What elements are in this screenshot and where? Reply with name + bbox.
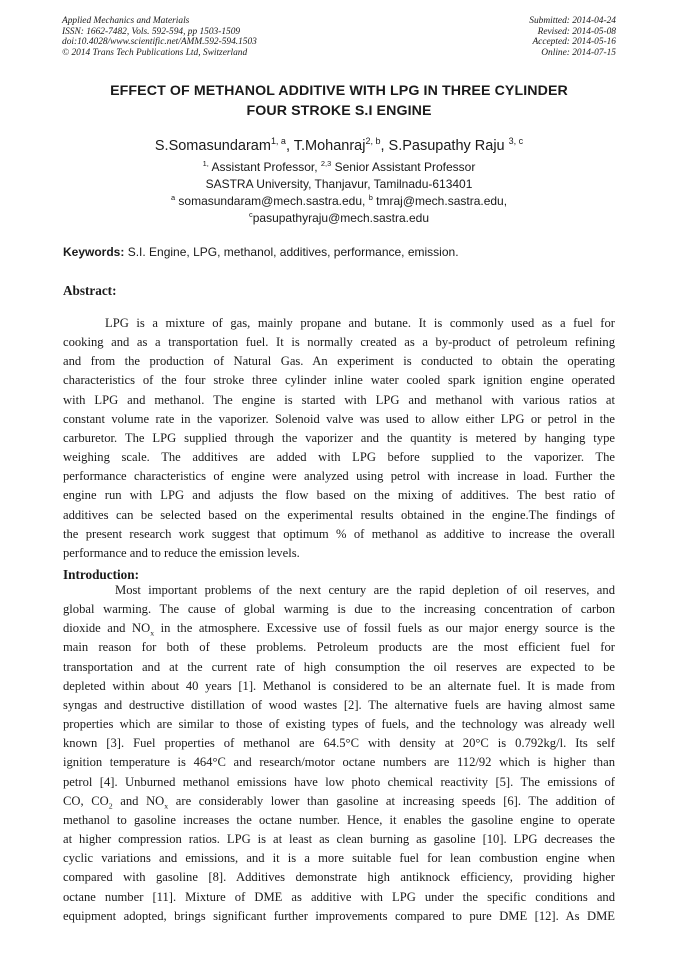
intro-line: transportation and at the current rate of high consumption the oil reserves are expected to be [63, 659, 615, 674]
author-1: S.Somasundaram [154, 138, 271, 154]
abstract-line: performance and to reduce the emission levels. [63, 545, 300, 560]
date-submitted: Submitted: 2014-04-24 [529, 16, 616, 26]
abstract-heading: Abstract: [63, 283, 117, 298]
author-2: T.Mohanraj [293, 138, 366, 154]
intro-line: equipment adopted, brings significant further improvements compared to pure DME [12]. As DME [63, 908, 615, 923]
abstract-line: engine run with LPG and adjusts the flow based on the mixing of additives. The best ratio of [63, 488, 615, 503]
abstract-line: constant volume rate in the vaporizer. Solenoid valve was used to allow either LPG or petrol in the [63, 411, 615, 426]
author-emails [0, 193, 678, 210]
intro-text: and NO [112, 793, 165, 808]
intro-line: at higher compression ratios. LPG is at least as clean burning as gasoline [10]. LPG decreases the [63, 832, 615, 847]
publication-dates [529, 16, 616, 59]
abstract-line: additives can be selected based on the experimental results obtained in the engine.The findings of [63, 507, 615, 522]
author-3-affil: 3, c [508, 136, 524, 147]
keywords-text: S.I. Engine, LPG, methanol, additives, performance, emission. [124, 245, 459, 259]
journal-issn: ISSN: 1662-7482, Vols. 592-594, pp 1503-1509 [62, 26, 241, 37]
intro-line [63, 792, 615, 811]
introduction-body [63, 581, 615, 926]
author-3: S.Pasupathy Raju [388, 138, 505, 154]
affiliation-roles [0, 159, 678, 176]
keywords-label: Keywords: [63, 245, 125, 259]
abstract-line: the present research work suggest that optimum % of methanol as additive to increase the overall [63, 526, 615, 541]
intro-line: Most important problems of the next century are the rapid depletion of oil reserves, and [115, 583, 615, 597]
affiliation-institution: SASTRA University, Thanjavur, Tamilnadu-613401 [205, 177, 473, 191]
subscript: x [150, 628, 155, 638]
intro-line: compared with gasoline [8]. Additives demonstrate high antiknock efficiency, providing higher [63, 870, 615, 885]
intro-line [63, 619, 615, 638]
email-c-sup: c [249, 210, 253, 219]
affiliations [0, 159, 678, 227]
subscript: 2 [108, 801, 113, 811]
author-separator: , [285, 138, 294, 154]
abstract-line: with LPG and methanol. The engine is started with LPG and methanol with various ratios at [63, 392, 615, 407]
intro-text: dioxide and NO [63, 621, 151, 636]
intro-line: petrol [4]. Unburned methanol emissions have low photo chemical reactivity [5]. The emissions of [63, 774, 615, 789]
intro-text: in the atmosphere. Excessive use of fossil fuels as our major energy source is the [154, 621, 615, 636]
journal-name: Applied Mechanics and Materials [62, 16, 190, 26]
journal-doi: doi:10.4028/www.scientific.net/AMM.592-594.1503 [62, 37, 257, 48]
email-c: pasupathyraju@mech.sastra.edu [252, 211, 429, 225]
email-a-sup: a [170, 193, 176, 202]
abstract-line: weighing scale. The additives are added with LPG before supplied to the vaporizer. The [63, 450, 615, 465]
date-revised: Revised: 2014-05-08 [537, 26, 616, 37]
journal-copyright: © 2014 Trans Tech Publications Ltd, Switzerland [62, 48, 248, 59]
abstract-line: characteristics of the four stroke three cylinder inline water cooled spark ignition engine operated [63, 373, 615, 388]
journal-header [62, 16, 616, 59]
title-line-1: EFFECT OF METHANOL ADDITIVE WITH LPG IN THREE CYLINDER [110, 83, 568, 99]
subscript: x [164, 801, 169, 811]
intro-line: cyclic variations and emissions, and it is a more suitable fuel for lean combustion engine when [63, 851, 615, 866]
intro-text: CO, CO [63, 793, 109, 808]
title-line-2: FOUR STROKE S.I ENGINE [246, 103, 432, 119]
introduction-heading: Introduction: [63, 567, 139, 582]
intro-line: main reason for both of these problems. Petroleum products are the most efficient fuel for [63, 640, 615, 655]
author-email-c [0, 210, 678, 227]
intro-line: properties which are similar to those of existing types of fuels, and the technology was already well [63, 717, 615, 732]
abstract-body [63, 314, 615, 563]
abstract-line: and from the production of Natural Gas. An experiment is conducted to obtain the operating [63, 354, 615, 369]
affil-sup-1: 1, [202, 159, 209, 168]
abstract-line: carburetor. The LPG supplied through the vaporizer and the quantity is metered by hanging type [63, 430, 615, 445]
abstract-line: performance characteristics of engine were analyzed using petrol with increase in load. Further the [63, 469, 615, 484]
affil-role-2: Senior Assistant Professor [331, 160, 476, 174]
abstract-line: cooking and as a transportation fuel. It is normally created as a by-product of petroleum refining [63, 335, 615, 350]
intro-text: are considerably lower than gasoline at increasing speeds [6]. The addition of [168, 793, 615, 808]
intro-line: octane number [11]. Mixture of DME as additive with LPG under the specific conditions and [63, 889, 615, 904]
author-1-affil: 1, a [270, 136, 286, 147]
affil-role-1: Assistant Professor, [208, 160, 321, 174]
author-separator: , [380, 138, 389, 154]
email-a: somasundaram@mech.sastra.edu, [175, 194, 369, 208]
author-2-affil: 2, b [365, 136, 381, 147]
intro-line: depleted within about 40 years [1]. Methanol is considered to be an alternate fuel. It is made from [63, 678, 615, 693]
date-online: Online: 2014-07-15 [541, 48, 616, 59]
author-list [0, 138, 678, 154]
date-accepted: Accepted: 2014-05-16 [532, 37, 616, 48]
paper-title [40, 81, 638, 121]
intro-line: known [3]. Fuel properties of methanol are 64.5°C with density at 20°C is 0.792kg/l. Its self [63, 736, 615, 751]
affil-sup-2: 2,3 [320, 159, 332, 168]
keywords [63, 245, 615, 259]
intro-line: methanol to gasoline increases the octane number. Hence, it enables the gasoline engine to operate [63, 812, 615, 827]
intro-line: ignition temperature is 464°C and research/motor octane numbers are 112/92 which is higher than [63, 755, 615, 770]
abstract-line: LPG is a mixture of gas, mainly propane and butane. It is commonly used as a fuel for [105, 316, 615, 330]
journal-info [62, 16, 257, 59]
email-b-sup: b [368, 193, 373, 202]
intro-line: global warming. The cause of global warming is due to the increasing concentration of carbon [63, 602, 615, 617]
email-b: tmraj@mech.sastra.edu, [372, 194, 508, 208]
intro-line: syngas and destructive distillation of wood wastes [2]. The alternative fuels are having almost same [63, 697, 615, 712]
